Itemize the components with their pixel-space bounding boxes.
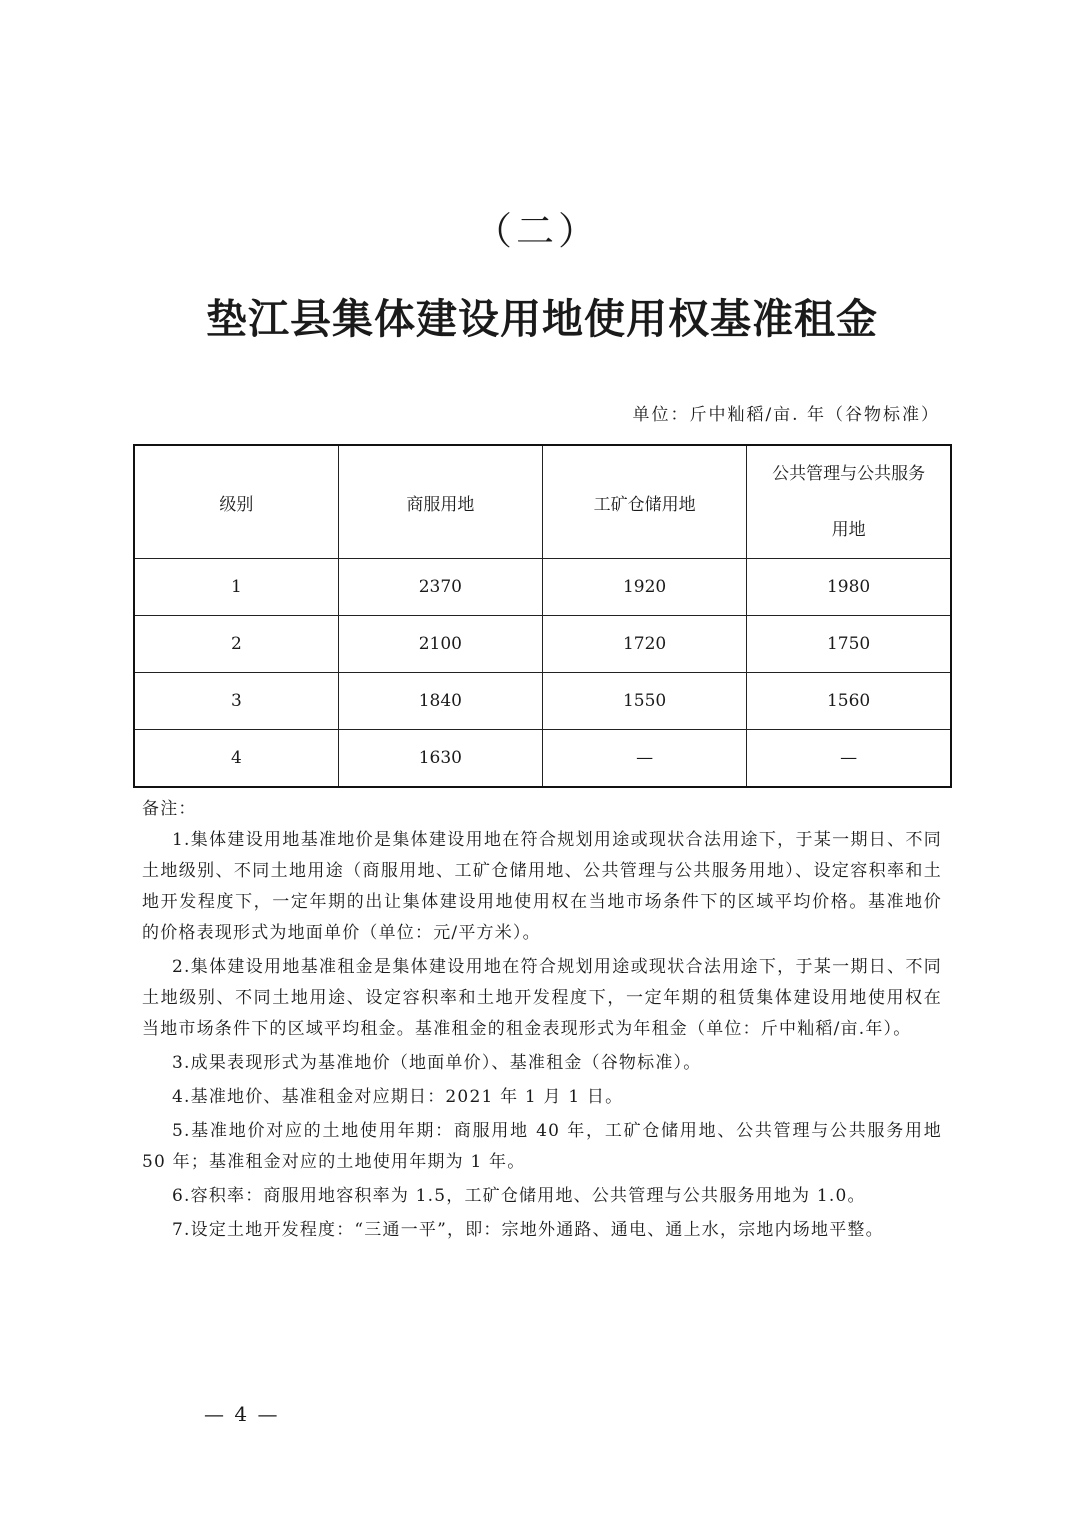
- cell-public: 1560: [747, 673, 951, 730]
- cell-level: 2: [134, 616, 338, 673]
- notes-section: [142, 794, 942, 1246]
- page-number: — 4 —: [204, 1402, 280, 1426]
- cell-industrial: 1720: [543, 616, 747, 673]
- cell-industrial: 1550: [543, 673, 747, 730]
- note-item-5: 5.基准地价对应的土地使用年期：商服用地 40 年，工矿仓储用地、公共管理与公共服务用地 50 年；基准租金对应的土地使用年期为 1 年。: [142, 1121, 942, 1172]
- cell-public: 1750: [747, 616, 951, 673]
- cell-commercial: 2100: [338, 616, 542, 673]
- cell-public: 1980: [747, 559, 951, 616]
- section-number: （二）: [473, 209, 600, 253]
- page-title: 垫江县集体建设用地使用权基准租金: [206, 295, 878, 343]
- header-commercial: 商服用地: [338, 445, 542, 559]
- header-public: [747, 445, 951, 559]
- note-item-2: 2.集体建设用地基准租金是集体建设用地在符合规划用途或现状合法用途下，于某一期日、不同土地级别、不同土地用途、设定容积率和土地开发程度下，一定年期的租赁集体建设用地使用权在当地市场条件下的区域平均租金。基准租金的租金表现形式为年租金（单位：斤中籼稻/亩.年）。: [142, 957, 942, 1039]
- cell-commercial: 1840: [338, 673, 542, 730]
- header-industrial: 工矿仓储用地: [543, 445, 747, 559]
- table-row: [134, 616, 951, 673]
- cell-level: 3: [134, 673, 338, 730]
- header-public-line-1: 公共管理与公共服务: [772, 464, 926, 484]
- table-row: [134, 673, 951, 730]
- cell-industrial: 1920: [543, 559, 747, 616]
- notes-heading: 备注：: [142, 799, 197, 819]
- cell-level: 1: [134, 559, 338, 616]
- header-level: 级别: [134, 445, 338, 559]
- header-public-line-2: 用地: [831, 520, 866, 540]
- note-item-6: 6.容积率：商服用地容积率为 1.5，工矿仓储用地、公共管理与公共服务用地为 1.0。: [172, 1186, 866, 1206]
- cell-commercial: 2370: [338, 559, 542, 616]
- cell-level: 4: [134, 730, 338, 788]
- cell-commercial: 1630: [338, 730, 542, 788]
- note-item-7: 7.设定土地开发程度：“三通一平”，即：宗地外通路、通电、通上水，宗地内场地平整。: [172, 1220, 884, 1240]
- unit-note: 单位：斤中籼稻/亩. 年（谷物标准）: [632, 405, 940, 425]
- note-item-3: 3.成果表现形式为基准地价（地面单价）、基准租金（谷物标准）。: [172, 1053, 702, 1073]
- cell-public: —: [747, 730, 951, 788]
- note-item-1: 1.集体建设用地基准地价是集体建设用地在符合规划用途或现状合法用途下，于某一期日、不同土地级别、不同土地用途（商服用地、工矿仓储用地、公共管理与公共服务用地）、设定容积率和土地开发程度下，一定年期的出让集体建设用地使用权在当地市场条件下的区域平均价格。基准地价的价格表现形式为地面单价（单位：元/平方米）。: [142, 830, 942, 943]
- table-header-row: [134, 445, 951, 559]
- cell-industrial: —: [543, 730, 747, 788]
- table-row: [134, 559, 951, 616]
- rent-table: [133, 444, 952, 788]
- note-item-4: 4.基准地价、基准租金对应期日：2021 年 1 月 1 日。: [172, 1087, 624, 1107]
- table-row: [134, 730, 951, 788]
